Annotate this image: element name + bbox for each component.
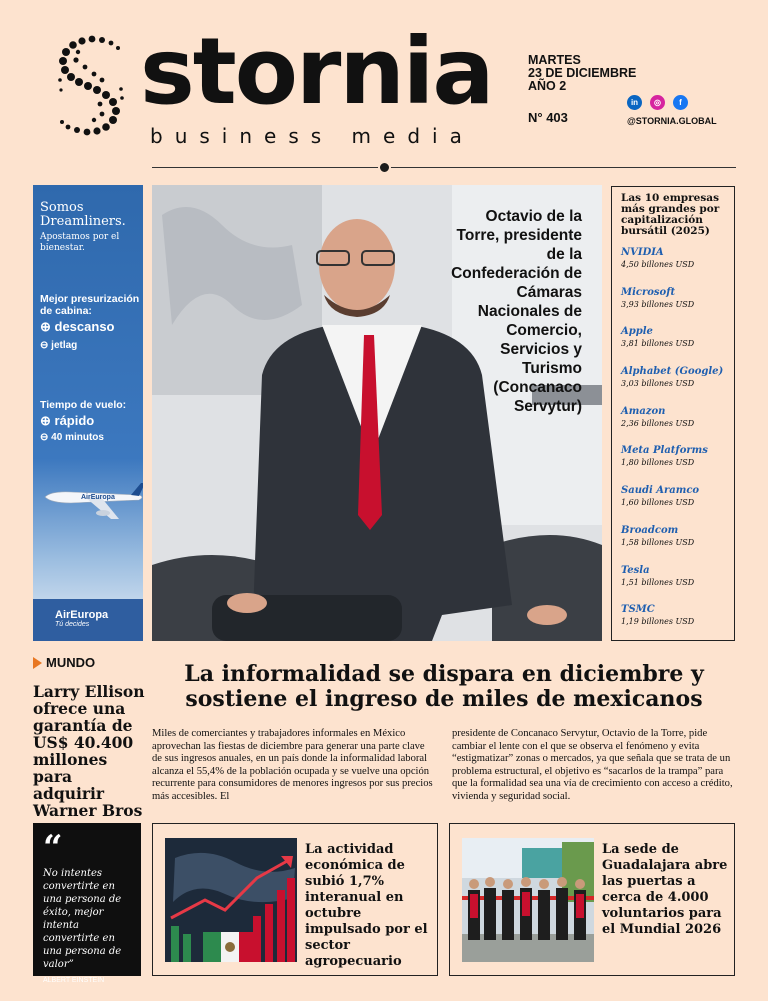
story-card-world-cup[interactable]	[449, 823, 735, 976]
company-value: 1,51 billones USD	[621, 577, 695, 587]
quote-author: ALBERT EINSTEIN	[43, 977, 105, 984]
ranking-item	[621, 484, 725, 524]
volunteers-card-image	[462, 838, 594, 962]
company-name: Microsoft	[621, 286, 676, 298]
company-value: 3,03 billones USD	[621, 379, 695, 389]
ad-brand-name: AirEuropa	[55, 609, 109, 621]
ad-feature-1-plus-text: descanso	[54, 319, 115, 334]
plane-livery-text: AirEuropa	[81, 494, 115, 501]
facebook-icon[interactable]: f	[673, 95, 688, 110]
economy-card-title: La actividad económica de subió 1,7% interanual en octubre impulsado por el sector agropecuario	[305, 842, 428, 969]
company-value: 4,50 billones USD	[621, 260, 695, 269]
company-name: TSMC	[621, 604, 655, 616]
ranking-item	[621, 444, 725, 484]
company-value: 1,60 billones USD	[621, 498, 695, 508]
issue-date	[528, 54, 636, 93]
ad-feature-2: Tiempo de vuelo:	[40, 399, 127, 411]
ad-feature-1-minus: ⊖ jetlag	[40, 340, 78, 351]
quote-box	[33, 823, 141, 984]
ad-brand	[33, 599, 143, 641]
ad-headline: Somos Dreamliners.	[40, 200, 126, 229]
company-value: 1,58 billones USD	[621, 537, 695, 547]
ranking-item	[621, 246, 725, 286]
ad-feature-2-minus-text: 40 minutos	[51, 432, 104, 443]
section-label-text: MUNDO	[46, 655, 96, 670]
story-column-1: Miles de comerciantes y trabajadores informales en México aprovechan las fiestas de diciembre para generar una parte clave de sus ingresos anuales, en un país donde la informalidad laboral alcanza el 55,4% de la población ocupada y se vuelve una opción recurrente para consumidores de menores ingresos por sus precios más accesibles. El	[152, 728, 433, 802]
company-name: NVIDIA	[621, 247, 664, 258]
company-value: 3,93 billones USD	[621, 299, 695, 309]
date-full: 23 DE DICIEMBRE	[528, 66, 637, 80]
company-name: Amazon	[621, 405, 666, 417]
ad-feature-1-plus: ⊕ descanso	[40, 319, 115, 334]
social-handle[interactable]: @STORNIA.GLOBAL	[627, 116, 717, 126]
quote-mark-icon: “	[43, 828, 63, 868]
year-label: AÑO 2	[528, 79, 567, 93]
company-name: Meta Platforms	[621, 445, 708, 457]
world-teaser[interactable]: Larry Ellison ofrece una garantía de US$ 40.400 millones para adquirir Warner Bros	[33, 682, 145, 820]
airplane-icon	[41, 483, 143, 531]
issue-number: N° 403	[528, 110, 568, 125]
world-cup-card-title: La sede de Guadalajara abre las puertas a cerca de 4.000 voluntarios para el Mundial 2026	[602, 842, 728, 937]
masthead-divider	[152, 167, 736, 168]
date-day: MARTES	[528, 53, 581, 67]
ranking-item	[621, 365, 725, 405]
main-story-body	[152, 728, 736, 804]
ranking-item	[621, 286, 725, 326]
ad-feature-2-plus: ⊕ rápido	[40, 413, 95, 428]
stornia-logo-icon	[58, 34, 128, 138]
ad-brand-tagline: Tú decides	[55, 621, 90, 628]
company-name: Broadcom	[621, 524, 679, 536]
ranking-title: Las 10 empresas más grandes por capitalización bursátil (2025)	[621, 192, 720, 237]
company-value: 1,80 billones USD	[621, 458, 695, 468]
ad-feature-1-minus-text: jetlag	[51, 340, 78, 351]
ad-feature-2-minus: ⊖ 40 minutos	[40, 432, 104, 443]
cover-caption: Octavio de la Torre, presidente de la Confederación de Cámaras Nacionales de Comercio, Servicios y Turismo (Concanaco Servytur)	[451, 208, 582, 415]
ad-tagline: Apostamos por el bienestar.	[40, 232, 120, 253]
ranking-item	[621, 405, 725, 445]
company-name: Tesla	[621, 564, 650, 576]
divider-ornament-icon	[378, 161, 391, 174]
story-card-economy[interactable]	[152, 823, 438, 976]
social-links	[627, 95, 688, 110]
company-value: 1,19 billones USD	[621, 617, 695, 627]
company-value: 2,36 billones USD	[621, 418, 695, 428]
ranking-box	[611, 186, 735, 641]
brand-title: stornia	[140, 18, 493, 125]
ad-feature-2-plus-text: rápido	[54, 413, 95, 428]
ad-feature-1: Mejor presurización de cabina:	[40, 293, 140, 317]
instagram-icon[interactable]: ◎	[650, 95, 665, 110]
company-name: Apple	[621, 326, 653, 338]
ranking-item	[621, 524, 725, 564]
company-name: Saudi Aramco	[621, 485, 700, 497]
air-europa-ad[interactable]	[33, 185, 143, 641]
linkedin-icon[interactable]: in	[627, 95, 642, 110]
section-arrow-icon	[33, 657, 42, 669]
section-label[interactable]	[33, 655, 95, 670]
company-value: 3,81 billones USD	[621, 339, 695, 349]
economy-card-image	[165, 838, 297, 962]
ranking-item	[621, 603, 725, 643]
main-headline[interactable]: La informalidad se dispara en diciembre y sostiene el ingreso de miles de mexicanos	[184, 661, 704, 712]
ranking-item	[621, 564, 725, 604]
brand-subtitle: business media	[150, 124, 474, 148]
story-column-2: presidente de Concanaco Servytur, Octavio de la Torre, pide cambiar el lente con el que se observa el fenómeno y evita “estigmatizar” zonas o mercados, ya que señala que se trata de un problema estructural, el objetivo es “sacarlos de la trampa” para que la formalidad sea una vía de crecimiento con acceso a crédito, vivienda y seguridad social.	[452, 728, 733, 802]
ranking-item	[621, 325, 725, 365]
volunteers-photo-image	[462, 838, 594, 962]
company-name: Alphabet (Google)	[621, 366, 724, 378]
economy-chart-image	[165, 838, 297, 962]
quote-text: No intentes convertirte en una persona de éxito, mejor intenta convertirte en una persona de valor”	[43, 868, 122, 970]
